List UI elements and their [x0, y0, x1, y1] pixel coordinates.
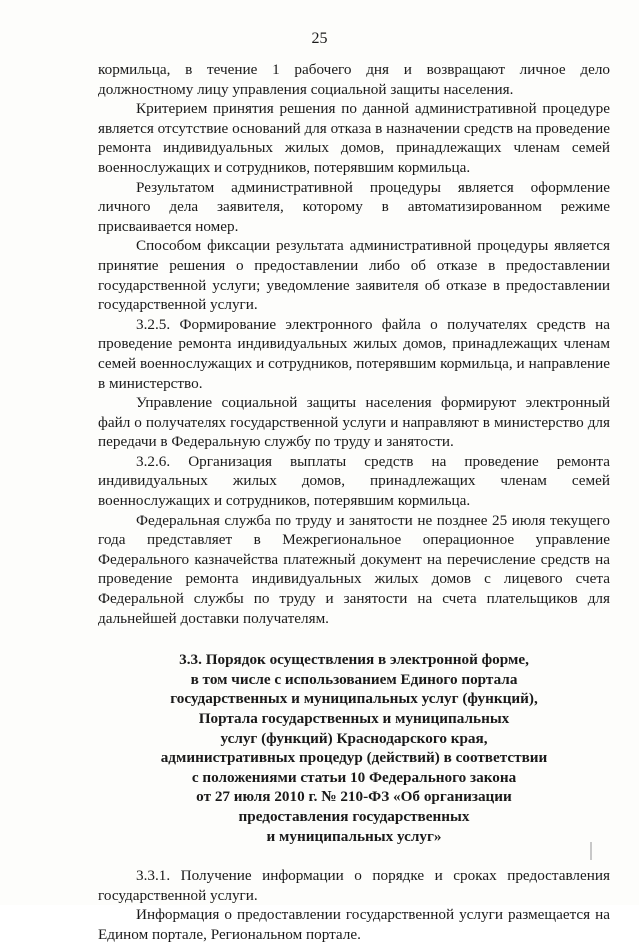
paragraph: Информация о предоставлении государственной услуги размещается на Едином портале, Региональном портале. — [98, 906, 610, 943]
heading-line: в том числе с использованием Единого портала — [190, 670, 518, 688]
paragraph: Федеральная служба по труду и занятости не позднее 25 июля текущего года представляет в Межрегиональное операционное управление Федерального казначейства платежный документ на перечисление средств на проведение ремонта индивидуальных жилых домов с лицевого счета Федеральной службы по труду и занятости на счета плательщиков для дальнейшей доставки получателям. — [98, 511, 610, 627]
heading-line: 3.3. Порядок осуществления в электронной форме, — [179, 651, 529, 669]
heading-line: государственных и муниципальных услуг (функций), — [170, 690, 538, 708]
heading-line: услуг (функций) Краснодарского края, — [220, 729, 488, 747]
paragraph: Способом фиксации результата административной процедуры является принятие решения о предоставлении либо об отказе в предоставлении государственной услуги; уведомление заявителя об отказе в предоставлении государственной услуги. — [98, 237, 610, 314]
paragraph: кормильца, в течение 1 рабочего дня и возвращают личное дело должностному лицу управления социальной защиты населения. — [98, 61, 610, 98]
paragraph: 3.2.5. Формирование электронного файла о получателях средств на проведение ремонта индивидуальных жилых домов, принадлежащих членам семей военнослужащих и сотрудников, потерявшим кормильца, и направление в министерство. — [98, 315, 610, 392]
paragraph: Результатом административной процедуры является оформление личного дела заявителя, которому в автоматизированном режиме присваивается номер. — [98, 178, 610, 235]
paragraph: Критерием принятия решения по данной административной процедуре является отсутствие оснований для отказа в назначении средств на проведение ремонта индивидуальных жилых домов, принадлежащих членам семей военнослужащих и сотрудников, потерявшим кормильца. — [98, 100, 610, 176]
body-paragraphs-top — [98, 60, 610, 628]
heading-line: предоставления государственных — [238, 807, 470, 825]
paragraph: 3.3.1. Получение информации о порядке и сроках предоставления государственной услуги. — [98, 867, 610, 904]
paragraph: Управление социальной защиты населения формируют электронный файл о получателях государственной услуги и направляют в министерство для передачи в Федеральную службу по труду и занятости. — [98, 394, 610, 451]
heading-line: Портала государственных и муниципальных — [198, 710, 510, 727]
heading-line: административных процедур (действий) в соответствии — [160, 749, 548, 767]
page-number: 25 — [311, 30, 328, 47]
section-heading — [98, 650, 610, 846]
body-paragraphs-bottom — [98, 866, 610, 944]
heading-line: с положениями статьи 10 Федерального закона — [191, 768, 517, 786]
scan-artifact-mark — [590, 842, 592, 860]
paragraph: 3.2.6. Организация выплаты средств на проведение ремонта индивидуальных жилых домов, принадлежащих членам семей военнослужащих и сотрудников, потерявшим кормильца. — [98, 452, 610, 510]
heading-line: и муниципальных услуг» — [266, 827, 442, 845]
heading-line: от 27 июля 2010 г. № 210-ФЗ «Об организации — [196, 788, 512, 806]
document-body — [98, 60, 610, 945]
